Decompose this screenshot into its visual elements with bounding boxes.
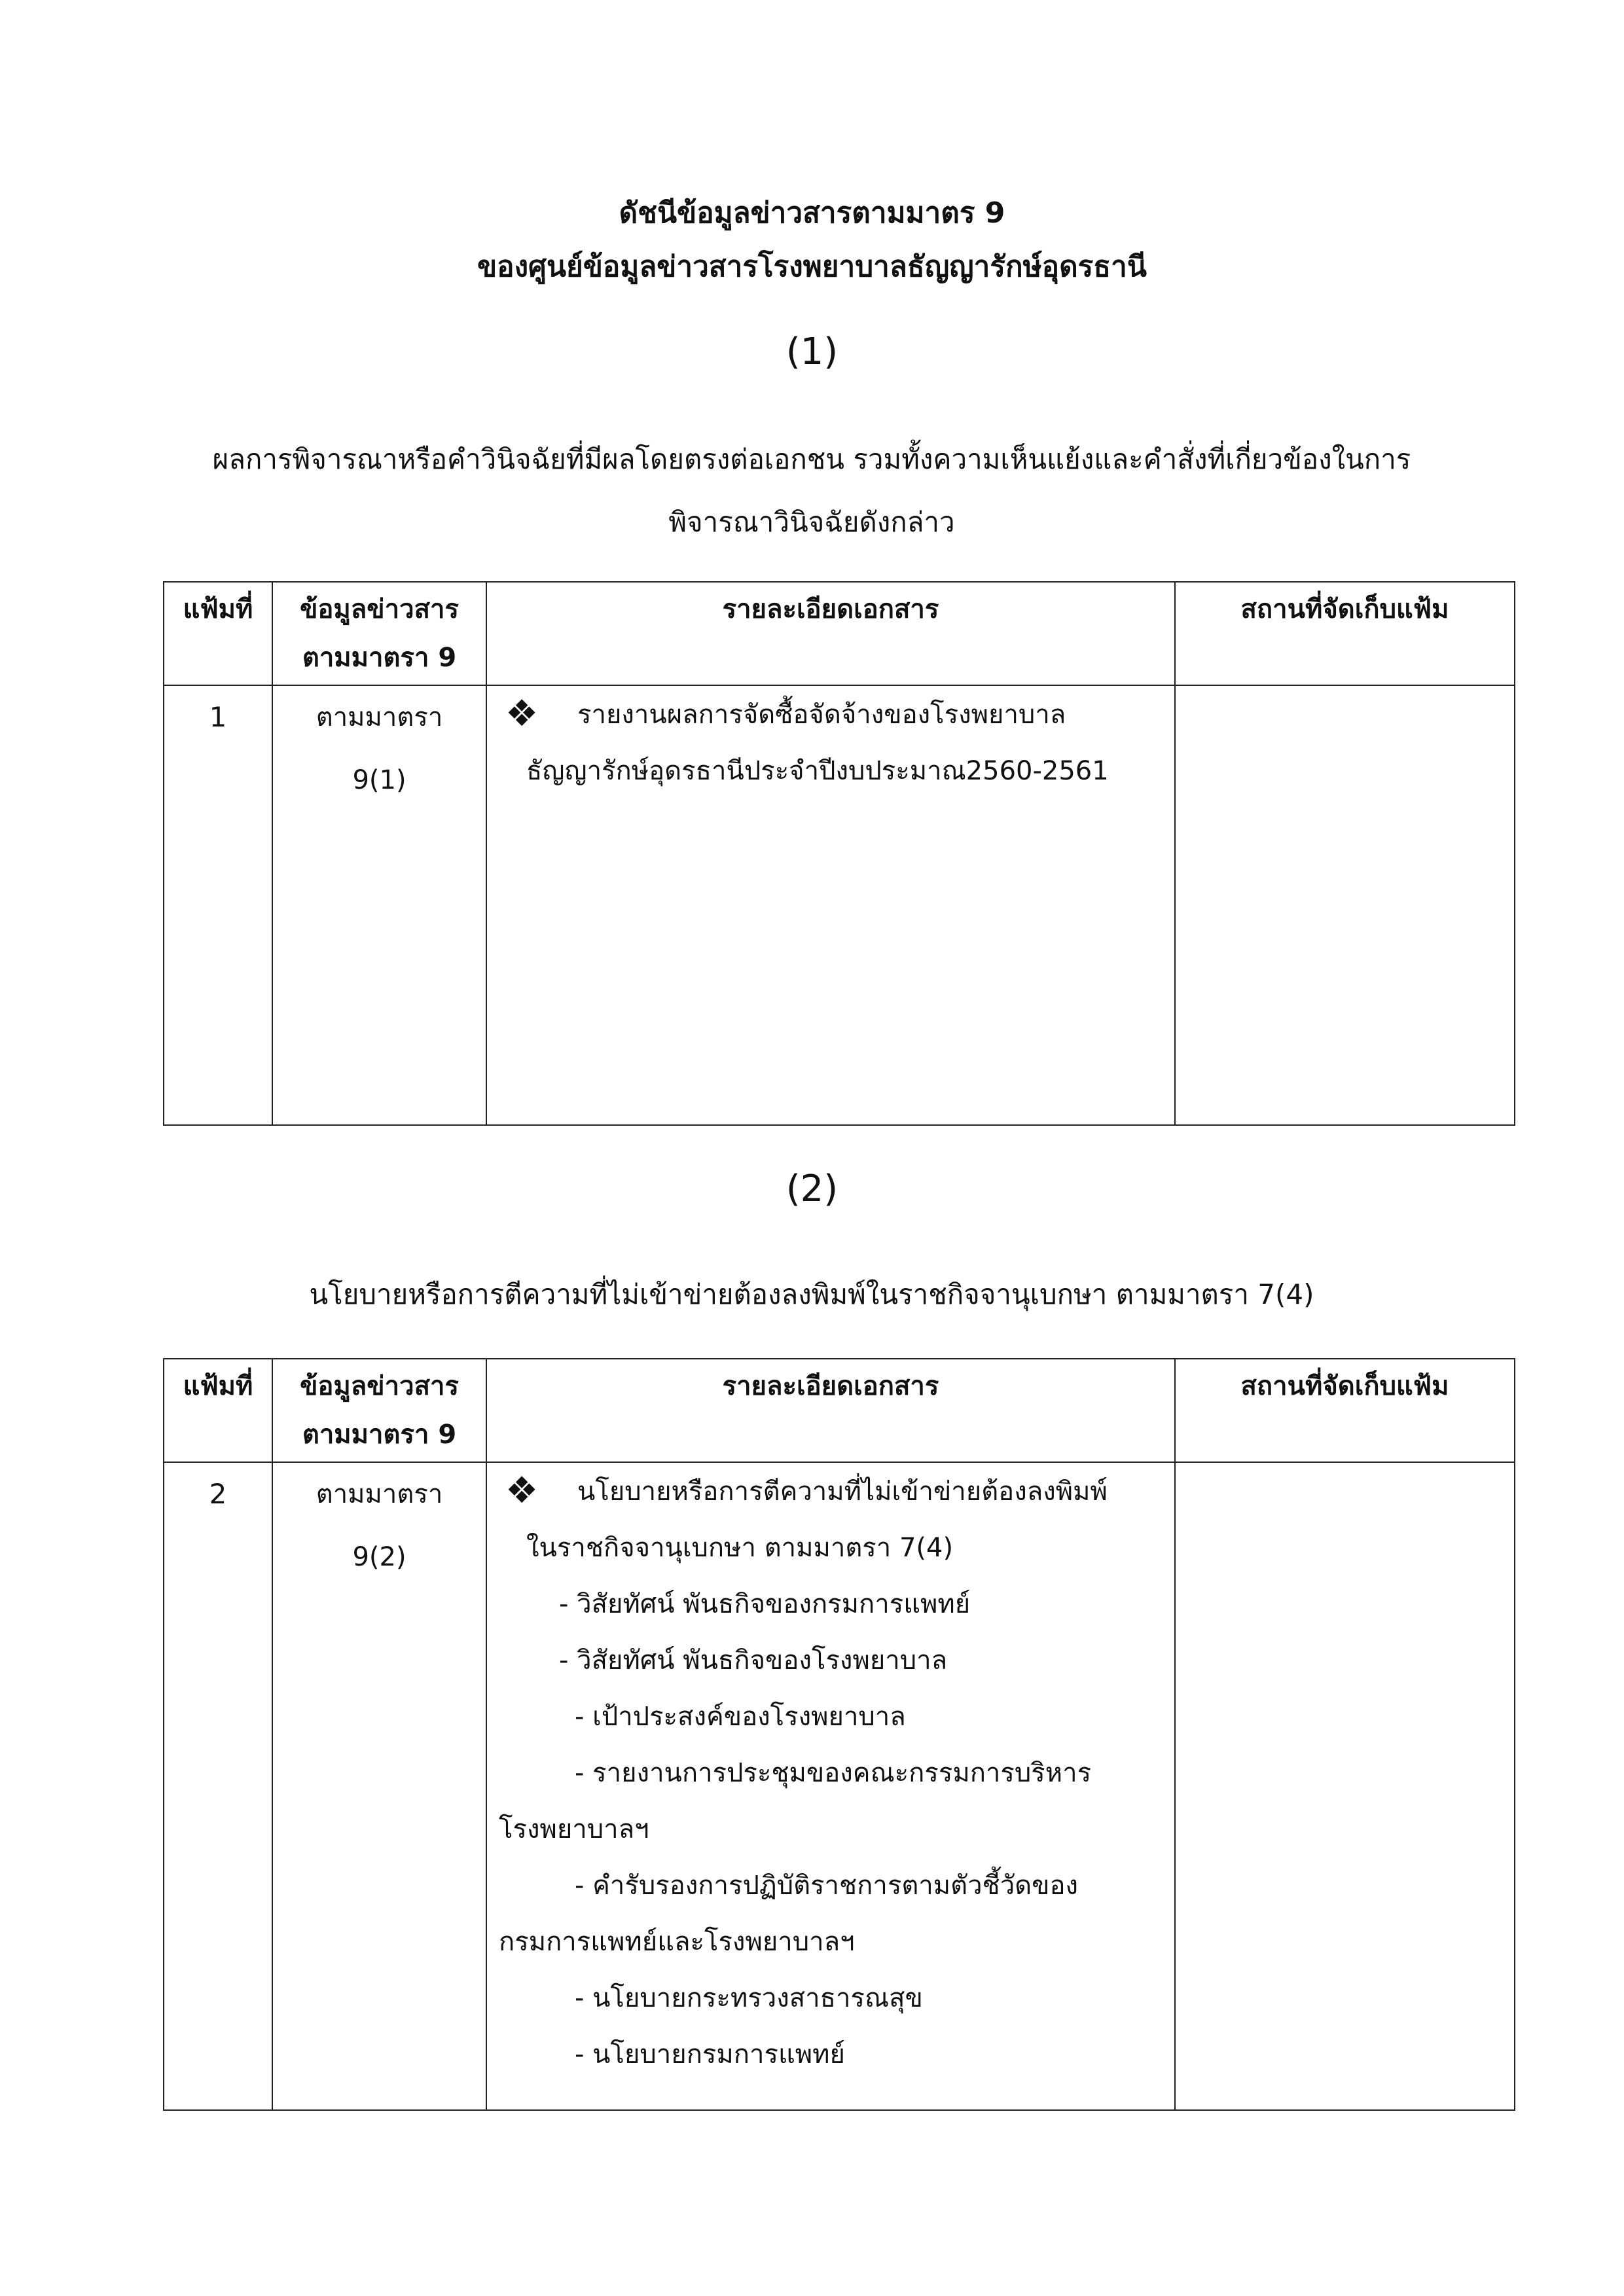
header-detail: รายละเอียดเอกสาร bbox=[486, 582, 1175, 685]
header-section bbox=[272, 582, 486, 685]
section1-subtitle-line1: ผลการพิจารณาหรือคำวินิจฉัยที่มีผลโดยตรงต่อเอกชน รวมทั้งความเห็นแย้งและคำสั่งที่เกี่ยวข้องในการ bbox=[212, 443, 1411, 475]
document-title-line1: ดัชนีข้อมูลข่าวสารตามมาตร 9 bbox=[619, 196, 1005, 230]
table-header-row bbox=[164, 1359, 1515, 1462]
table-row bbox=[164, 1462, 1515, 2110]
document-detail bbox=[486, 685, 1175, 1125]
list-item-continuation: กรมการแพทย์และโรงพยาบาลฯ bbox=[499, 1927, 855, 1957]
header-section bbox=[272, 1359, 486, 1462]
table-header-row bbox=[164, 582, 1515, 685]
header-location: สถานที่จัดเก็บแฟ้ม bbox=[1175, 582, 1515, 685]
section2-table bbox=[163, 1358, 1515, 2111]
detail-line2: ในราชกิจจานุเบกษา ตามมาตรา 7(4) bbox=[526, 1533, 954, 1563]
section1-number: (1) bbox=[785, 331, 839, 373]
section2-subtitle: นโยบายหรือการตีความที่ไม่เข้าข่ายต้องลงพิมพ์ในราชกิจจานุเบกษา ตามมาตรา 7(4) bbox=[309, 1278, 1314, 1310]
list-item-continuation: โรงพยาบาลฯ bbox=[499, 1814, 649, 1844]
diamond-bullet-icon: ❖ bbox=[505, 1469, 539, 1512]
header-section-line1: ข้อมูลข่าวสาร bbox=[300, 594, 459, 624]
diamond-bullet-icon: ❖ bbox=[505, 692, 539, 735]
list-item: - คำรับรองการปฏิบัติราชการตามตัวชี้วัดของ bbox=[575, 1871, 1079, 1901]
list-item: - นโยบายกระทรวงสาธารณสุข bbox=[575, 1983, 923, 2013]
storage-location bbox=[1175, 685, 1515, 1125]
list-item: - วิสัยทัศน์ พันธกิจของกรมการแพทย์ bbox=[559, 1589, 971, 1619]
list-item: - นโยบายกรมการแพทย์ bbox=[575, 2039, 845, 2070]
document-detail bbox=[486, 1462, 1175, 2110]
section1-subtitle-line2: พิจารณาวินิจฉัยดังกล่าว bbox=[668, 506, 955, 538]
detail-line1: รายงานผลการจัดซื้อจัดจ้างของโรงพยาบาล bbox=[577, 700, 1066, 730]
header-location: สถานที่จัดเก็บแฟ้ม bbox=[1175, 1359, 1515, 1462]
section1-table bbox=[163, 581, 1515, 1126]
detail-line2: ธัญญารักษ์อุดรธานีประจำปีงบประมาณ2560-2561 bbox=[526, 756, 1109, 786]
section2-number: (2) bbox=[785, 1168, 839, 1210]
list-item: - รายงานการประชุมของคณะกรรมการบริหาร bbox=[575, 1758, 1092, 1788]
header-section-line1: ข้อมูลข่าวสาร bbox=[300, 1371, 459, 1401]
header-file-no: แฟ้มที่ bbox=[164, 582, 272, 685]
header-detail: รายละเอียดเอกสาร bbox=[486, 1359, 1175, 1462]
section-reference bbox=[272, 685, 486, 1125]
header-section-line2: ตามมาตรา 9 bbox=[302, 1420, 457, 1450]
section1-subtitle bbox=[196, 428, 1427, 554]
section-reference-line2: 9(1) bbox=[352, 765, 406, 795]
storage-location bbox=[1175, 1462, 1515, 2110]
file-number: 1 bbox=[164, 685, 272, 1125]
section-reference-line1: ตามมาตรา bbox=[316, 702, 443, 732]
table-row bbox=[164, 685, 1515, 1125]
section-reference bbox=[272, 1462, 486, 2110]
header-file-no: แฟ้มที่ bbox=[164, 1359, 272, 1462]
section-reference-line2: 9(2) bbox=[352, 1542, 406, 1572]
section-reference-line1: ตามมาตรา bbox=[316, 1479, 443, 1509]
document-title-line2: ของศูนย์ข้อมูลข่าวสารโรงพยาบาลธัญญารักษ์อุดรธานี bbox=[477, 250, 1147, 283]
list-item: - วิสัยทัศน์ พันธกิจของโรงพยาบาล bbox=[559, 1645, 948, 1676]
detail-line1: นโยบายหรือการตีความที่ไม่เข้าข่ายต้องลงพิมพ์ bbox=[577, 1477, 1108, 1507]
list-item: - เป้าประสงค์ของโรงพยาบาล bbox=[575, 1702, 906, 1732]
header-section-line2: ตามมาตรา 9 bbox=[302, 643, 457, 673]
file-number: 2 bbox=[164, 1462, 272, 2110]
